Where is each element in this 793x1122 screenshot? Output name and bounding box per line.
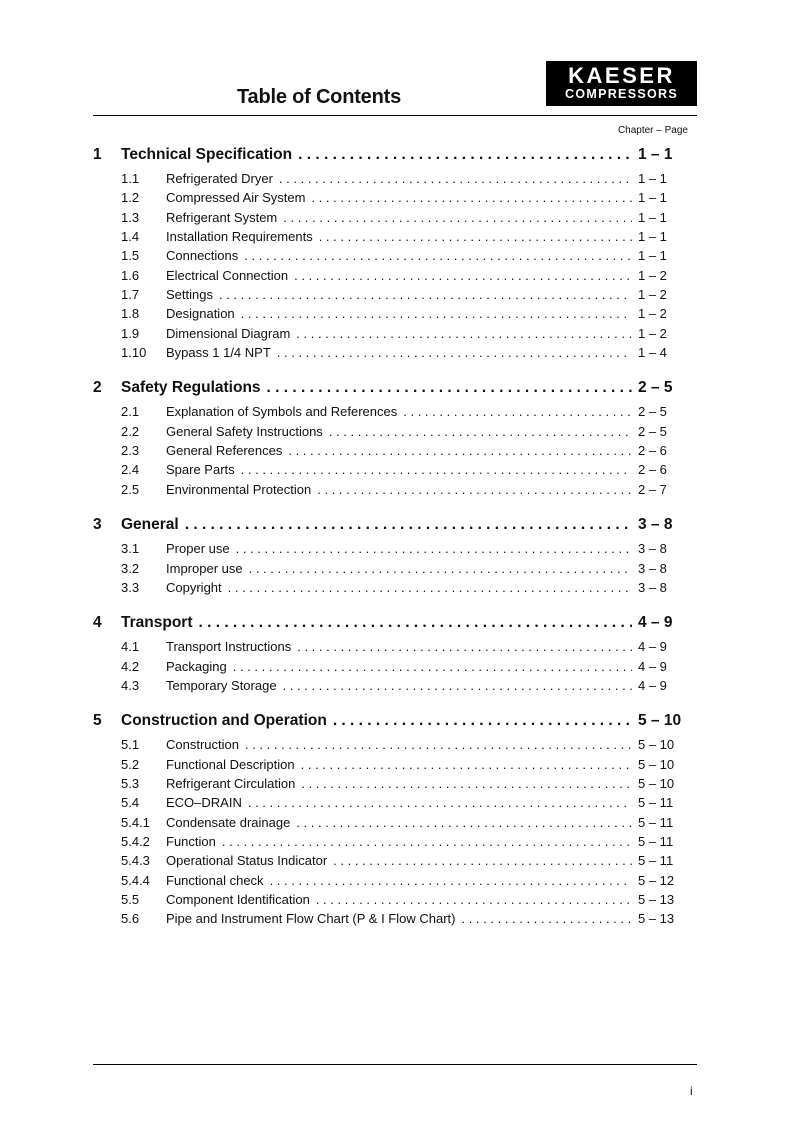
section-title: Condensate drainage <box>166 814 291 830</box>
section-number: 2.5 <box>121 481 140 497</box>
section-page: 1 – 2 <box>638 267 667 283</box>
toc-section-entry[interactable] <box>93 815 687 834</box>
section-page: 3 – 8 <box>638 579 667 595</box>
section-title: Refrigerant System <box>166 209 278 225</box>
chapter-title: Construction and Operation <box>121 712 327 730</box>
section-number: 1.7 <box>121 287 140 303</box>
leader-dots <box>333 853 632 868</box>
section-page: 1 – 2 <box>638 287 667 303</box>
toc-chapter-entry[interactable] <box>93 712 687 736</box>
toc-section-entry[interactable] <box>93 326 687 345</box>
section-number: 2.3 <box>121 443 140 459</box>
section-page: 1 – 1 <box>638 190 667 206</box>
toc-section-entry[interactable] <box>93 757 687 776</box>
chapter-number: 5 <box>93 712 102 730</box>
leader-dots <box>298 146 632 164</box>
section-page: 1 – 4 <box>638 345 667 361</box>
toc-section-entry[interactable] <box>93 911 687 930</box>
toc-chapter <box>93 712 687 930</box>
section-number: 1.4 <box>121 229 140 245</box>
section-title: Construction <box>166 737 239 753</box>
leader-dots <box>241 306 632 321</box>
toc-chapter <box>93 379 687 501</box>
section-title: Operational Status Indicator <box>166 853 328 869</box>
section-title: General References <box>166 443 283 459</box>
section-title: Copyright <box>166 579 222 595</box>
header-rule <box>93 115 697 116</box>
toc-section-entry[interactable] <box>93 776 687 795</box>
section-title: Dimensional Diagram <box>166 325 291 341</box>
leader-dots <box>319 229 632 244</box>
section-title: Temporary Storage <box>166 677 277 693</box>
leader-dots <box>279 171 632 186</box>
section-title: Spare Parts <box>166 462 235 478</box>
section-number: 5.4 <box>121 795 140 811</box>
section-title: Bypass 1 1/4 NPT <box>166 345 271 361</box>
section-page: 5 – 12 <box>638 872 675 888</box>
section-page: 4 – 9 <box>638 677 667 693</box>
section-page: 2 – 5 <box>638 423 667 439</box>
leader-dots <box>283 678 632 693</box>
page-title: Table of Contents <box>237 86 402 108</box>
section-page: 5 – 11 <box>638 833 674 849</box>
toc-section-entry[interactable] <box>93 737 687 756</box>
toc-section-entry[interactable] <box>93 873 687 892</box>
leader-dots <box>270 873 632 888</box>
section-title: Packaging <box>166 658 227 674</box>
chapter-title: Transport <box>121 614 193 632</box>
section-page: 1 – 1 <box>638 248 667 264</box>
section-number: 5.4.2 <box>121 833 150 849</box>
section-title: ECO–DRAIN <box>166 795 242 811</box>
section-number: 4.3 <box>121 677 140 693</box>
toc-chapter-entry[interactable] <box>93 379 687 403</box>
section-page: 5 – 10 <box>638 775 675 791</box>
section-title: Electrical Connection <box>166 267 289 283</box>
leader-dots <box>316 892 632 907</box>
kaeser-logo <box>546 61 697 106</box>
section-number: 5.6 <box>121 911 140 927</box>
section-title: Component Identification <box>166 891 310 907</box>
toc-section-entry[interactable] <box>93 443 687 462</box>
section-title: Functional check <box>166 872 264 888</box>
toc-section-entry[interactable] <box>93 424 687 443</box>
leader-dots <box>244 248 632 263</box>
section-number: 2.4 <box>121 462 140 478</box>
section-title: Designation <box>166 306 235 322</box>
toc-section-entry[interactable] <box>93 561 687 580</box>
chapter-number: 3 <box>93 516 102 534</box>
section-page: 1 – 2 <box>638 306 667 322</box>
section-title: Connections <box>166 248 239 264</box>
leader-dots <box>317 482 632 497</box>
leader-dots <box>222 834 632 849</box>
section-title: Installation Requirements <box>166 229 313 245</box>
section-page: 5 – 11 <box>638 795 674 811</box>
section-page: 1 – 1 <box>638 229 667 245</box>
section-page: 1 – 1 <box>638 171 667 186</box>
section-number: 4.2 <box>121 658 140 674</box>
section-title: Functional Description <box>166 756 295 772</box>
footer-rule <box>93 1064 697 1065</box>
leader-dots <box>185 516 632 534</box>
section-number: 2.2 <box>121 423 140 439</box>
section-page: 5 – 10 <box>638 737 675 753</box>
section-number: 1.2 <box>121 190 140 206</box>
section-number: 1.5 <box>121 248 140 264</box>
leader-dots <box>296 815 632 830</box>
section-number: 1.6 <box>121 267 140 283</box>
section-title: Function <box>166 833 216 849</box>
section-number: 5.5 <box>121 891 140 907</box>
section-page: 1 – 1 <box>638 209 667 225</box>
toc-chapter-entry[interactable] <box>93 614 687 638</box>
leader-dots <box>248 795 632 810</box>
toc-section-entry[interactable] <box>93 210 687 229</box>
section-page: 5 – 13 <box>638 891 675 907</box>
toc-section-entry[interactable] <box>93 306 687 325</box>
table-of-contents <box>93 146 687 946</box>
logo-line-1: KAESER <box>568 63 675 88</box>
toc-section-entry[interactable] <box>93 892 687 911</box>
toc-section-entry[interactable] <box>93 678 687 697</box>
toc-section-entry[interactable] <box>93 268 687 287</box>
section-number: 1.10 <box>121 345 147 361</box>
leader-dots <box>297 639 632 654</box>
chapter-page: 3 – 8 <box>638 516 673 534</box>
leader-dots <box>461 911 632 926</box>
toc-section-entry[interactable] <box>93 795 687 814</box>
toc-section-entry[interactable] <box>93 482 687 501</box>
section-title: General Safety Instructions <box>166 423 323 439</box>
section-page: 5 – 10 <box>638 756 675 772</box>
chapter-number: 1 <box>93 146 102 163</box>
chapter-page: 5 – 10 <box>638 712 682 730</box>
chapter-title: Safety Regulations <box>121 379 261 397</box>
leader-dots <box>245 737 632 752</box>
section-title: Refrigerated Dryer <box>166 171 273 186</box>
chapter-title: Technical Specification <box>121 146 293 163</box>
section-title: Settings <box>166 287 213 303</box>
leader-dots <box>236 541 632 556</box>
section-number: 1.8 <box>121 306 140 322</box>
section-title: Environmental Protection <box>166 481 312 497</box>
section-page: 3 – 8 <box>638 541 667 557</box>
toc-section-entry[interactable] <box>93 639 687 658</box>
section-page: 2 – 5 <box>638 404 667 420</box>
toc-section-entry[interactable] <box>93 834 687 853</box>
section-number: 3.2 <box>121 560 140 576</box>
section-number: 5.4.4 <box>121 872 150 888</box>
section-number: 5.4.1 <box>121 814 150 830</box>
section-number: 1.9 <box>121 325 140 341</box>
toc-section-entry[interactable] <box>93 229 687 248</box>
section-title: Pipe and Instrument Flow Chart (P & I Flow Chart) <box>166 911 456 927</box>
leader-dots <box>277 345 632 360</box>
section-number: 3.1 <box>121 541 140 557</box>
leader-dots <box>333 712 632 730</box>
chapter-number: 2 <box>93 379 102 397</box>
section-page: 2 – 7 <box>638 481 667 497</box>
toc-section-entry[interactable] <box>93 190 687 209</box>
section-title: Proper use <box>166 541 230 557</box>
toc-chapter-entry[interactable] <box>93 146 687 170</box>
leader-dots <box>301 757 632 772</box>
leader-dots <box>329 424 632 439</box>
section-page: 5 – 11 <box>638 814 674 830</box>
chapter-page-label: Chapter – Page <box>617 125 688 136</box>
section-page: 4 – 9 <box>638 639 667 655</box>
leader-dots <box>219 287 632 302</box>
section-page: 5 – 11 <box>638 853 674 869</box>
toc-chapter <box>93 146 687 364</box>
chapter-page: 1 – 1 <box>638 146 673 163</box>
toc-section-entry[interactable] <box>93 462 687 481</box>
section-number: 5.3 <box>121 775 140 791</box>
section-title: Refrigerant Circulation <box>166 775 296 791</box>
logo-line-2: COMPRESSORS <box>565 87 678 101</box>
section-title: Transport Instructions <box>166 639 292 655</box>
section-page: 5 – 13 <box>638 911 675 927</box>
section-number: 5.4.3 <box>121 853 150 869</box>
leader-dots <box>311 190 632 205</box>
toc-chapter <box>93 614 687 697</box>
leader-dots <box>288 443 632 458</box>
chapter-page: 2 – 5 <box>638 379 673 397</box>
leader-dots <box>228 580 632 595</box>
toc-section-entry[interactable] <box>93 171 687 190</box>
section-title: Improper use <box>166 560 243 576</box>
toc-section-entry[interactable] <box>93 287 687 306</box>
leader-dots <box>241 462 632 477</box>
section-number: 1.1 <box>121 171 140 186</box>
toc-section-entry[interactable] <box>93 580 687 599</box>
footer-page-number: i <box>690 1084 693 1098</box>
section-number: 5.2 <box>121 756 140 772</box>
section-title: Compressed Air System <box>166 190 306 206</box>
section-page: 3 – 8 <box>638 560 667 576</box>
leader-dots <box>296 326 632 341</box>
toc-section-entry[interactable] <box>93 541 687 560</box>
section-number: 3.3 <box>121 579 140 595</box>
leader-dots <box>198 614 632 632</box>
leader-dots <box>267 379 632 397</box>
section-page: 2 – 6 <box>638 443 667 459</box>
chapter-number: 4 <box>93 614 102 632</box>
section-page: 1 – 2 <box>638 325 667 341</box>
toc-section-entry[interactable] <box>93 345 687 364</box>
section-title: Explanation of Symbols and References <box>166 404 398 420</box>
section-number: 4.1 <box>121 639 140 655</box>
toc-chapter <box>93 516 687 599</box>
section-number: 2.1 <box>121 404 140 420</box>
leader-dots <box>233 659 632 674</box>
section-page: 4 – 9 <box>638 658 667 674</box>
chapter-title: General <box>121 516 179 534</box>
toc-section-entry[interactable] <box>93 404 687 423</box>
chapter-page: 4 – 9 <box>638 614 673 632</box>
leader-dots <box>294 268 632 283</box>
leader-dots <box>283 210 632 225</box>
section-number: 1.3 <box>121 209 140 225</box>
section-number: 5.1 <box>121 737 140 753</box>
toc-section-entry[interactable] <box>93 248 687 267</box>
leader-dots <box>301 776 632 791</box>
toc-section-entry[interactable] <box>93 853 687 872</box>
leader-dots <box>249 561 632 576</box>
section-page: 2 – 6 <box>638 462 667 478</box>
toc-chapter-entry[interactable] <box>93 516 687 540</box>
toc-section-entry[interactable] <box>93 659 687 678</box>
leader-dots <box>403 404 632 419</box>
